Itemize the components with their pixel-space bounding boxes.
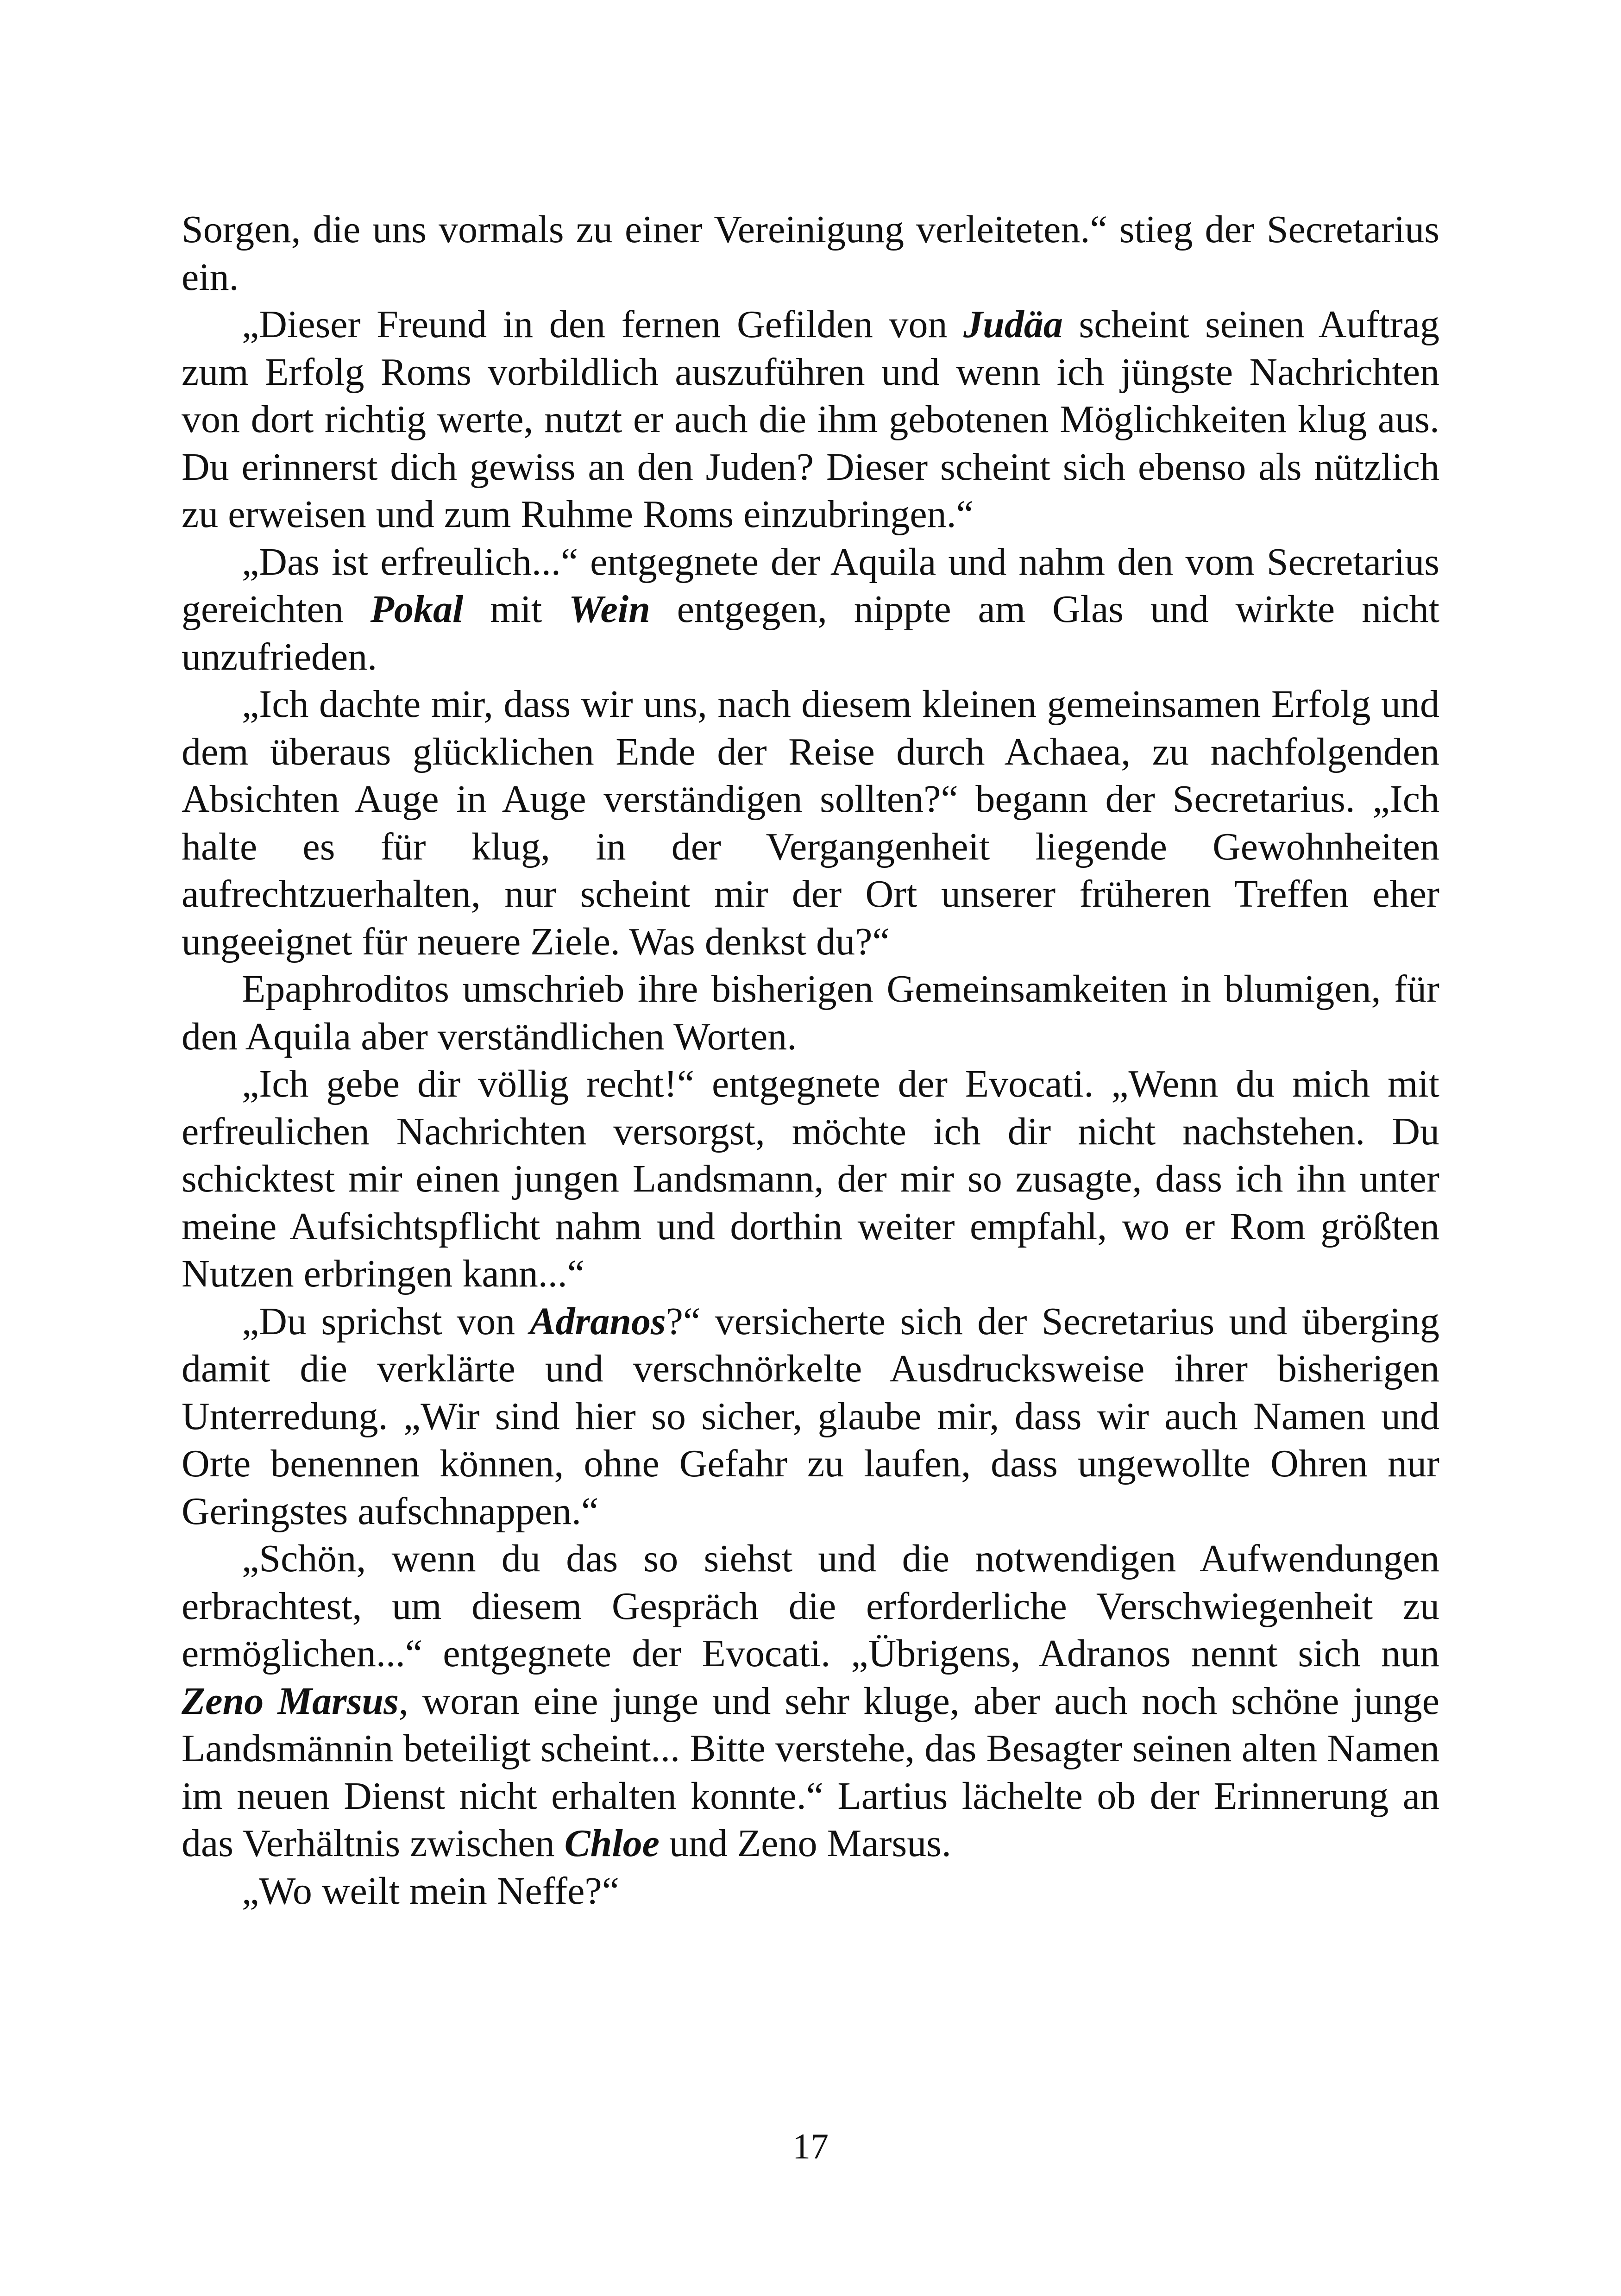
paragraph <box>182 1868 1439 1915</box>
text-run: mit <box>463 588 569 631</box>
paragraph <box>182 966 1439 1060</box>
text-run: „Ich gebe dir völlig recht!“ entgegnete der Evocati. „Wenn du mich mit erfreulichen Nachrichten versorgst, möchte ich dir nicht nachstehen. Du schicktest mir einen jungen Landsmann, der mir so zusagte, dass ich ihn unter meine Aufsichtspflicht nahm und dorthin weiter empfahl, wo er Rom größten Nutzen erbringen kann...“ <box>182 1062 1439 1295</box>
emphasized-term: Judäa <box>963 303 1063 346</box>
text-run: und Zeno Marsus. <box>659 1822 951 1865</box>
text-run: „Du sprichst von <box>242 1299 530 1343</box>
text-run: „Schön, wenn du das so siehst und die notwendigen Aufwendungen erbrachtest, um diesem Gespräch die erforderliche Verschwiegenheit zu ermöglichen...“ entgegnete der Evocati. „Übrigens, Adranos nennt sich nun <box>182 1537 1439 1675</box>
emphasized-term: Pokal <box>370 588 464 631</box>
text-run: „Wo weilt mein Neffe?“ <box>242 1869 619 1913</box>
paragraph <box>182 206 1439 301</box>
text-run: entgegen, nippte am Glas und wirkte nicht unzufrieden. <box>182 588 1440 678</box>
page-body <box>182 206 1439 1915</box>
text-run: Epaphroditos umschrieb ihre bisherigen Gemeinsamkeiten in blumigen, für den Aquila aber verständlichen Worten. <box>182 967 1439 1058</box>
emphasized-term: Adranos <box>529 1299 666 1343</box>
text-run: Sorgen, die uns vormals zu einer Vereinigung verleiteten.“ stieg der Secretarius ein. <box>182 208 1439 299</box>
paragraph <box>182 1298 1439 1536</box>
text-run: „Ich dachte mir, dass wir uns, nach diesem kleinen gemeinsamen Erfolg und dem überaus glücklichen Ende der Reise durch Achaea, zu nachfolgenden Absichten Auge in Auge verständigen sollten?“ begann der Secretarius. „Ich halte es für klug, in der Vergangenheit liegende Gewohnheiten aufrechtzuerhalten, nur scheint mir der Ort unserer früheren Treffen eher ungeeignet für neuere Ziele. Was denkst du?“ <box>182 683 1439 963</box>
text-run: scheint seinen Auftrag zum Erfolg Roms vorbildlich auszuführen und wenn ich jüngste Nachrichten von dort richtig werte, nutzt er auch die ihm gebotenen Möglichkeiten klug aus. Du erinnerst dich gewiss an den Juden? Dieser scheint sich ebenso als nützlich zu erweisen und zum Ruhme Roms einzubringen.“ <box>182 303 1439 536</box>
paragraph <box>182 1060 1439 1298</box>
paragraph <box>182 301 1439 539</box>
text-run: ?“ versicherte sich der Secretarius und überging damit die verklärte und verschnörkelte Ausdrucksweise ihrer bisherigen Unterredung. „Wir sind hier so sicher, glaube mir, dass wir auch Namen und Orte benennen können, ohne Gefahr zu laufen, dass ungewollte Ohren nur Geringstes aufschnappen.“ <box>182 1299 1439 1533</box>
text-run: „Das ist erfreulich...“ entgegnete der Aquila und nahm den vom Secretarius gereichten <box>182 540 1439 631</box>
text-run: , woran eine junge und sehr kluge, aber auch noch schöne junge Landsmännin beteiligt scheint... Bitte verstehe, das Besagter seinen alten Namen im neuen Dienst nicht erhalten konnte.“ Lartius lächelte ob der Erinnerung an das Verhältnis zwischen <box>182 1679 1439 1865</box>
paragraph <box>182 1535 1439 1868</box>
paragraph <box>182 681 1439 966</box>
emphasized-term: Zeno Marsus <box>182 1679 399 1723</box>
paragraph <box>182 539 1439 681</box>
page-number: 17 <box>792 2126 829 2166</box>
text-run: „Dieser Freund in den fernen Gefilden von <box>242 303 964 346</box>
emphasized-term: Chloe <box>564 1822 660 1865</box>
emphasized-term: Wein <box>569 588 650 631</box>
